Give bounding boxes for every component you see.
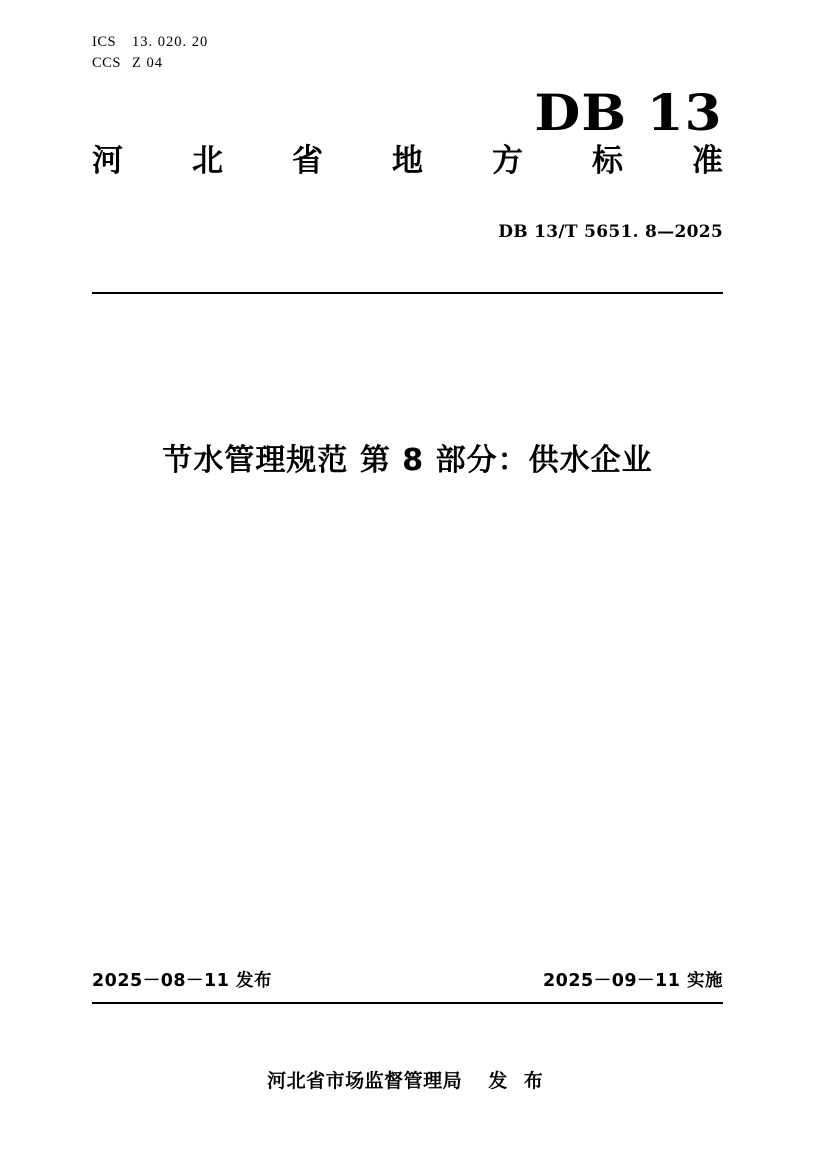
ics-value: 13. 020. 20: [132, 34, 209, 50]
series-char-0: 河: [92, 143, 123, 179]
series-char-5: 标: [592, 143, 623, 179]
issuer-row: [0, 1066, 815, 1093]
header-divider: [92, 292, 723, 294]
ccs-value: Z 04: [132, 55, 163, 72]
series-char-1: 北: [192, 143, 223, 179]
ccs-row: [92, 53, 208, 74]
footer-divider: [92, 1002, 723, 1004]
date-row: [92, 967, 723, 992]
standard-series-title: [92, 143, 723, 180]
ics-row: [92, 32, 208, 53]
standard-number: DB 13/T 5651. 8—2025: [498, 222, 723, 242]
series-char-2: 省: [292, 143, 323, 179]
series-char-3: 地: [392, 143, 423, 179]
issuer-name: 河北省市场监督管理局: [267, 1070, 463, 1092]
implement-date: 2025－09－11 实施: [542, 971, 723, 991]
page-title: 节水管理规范 第 8 部分：供水企业: [162, 443, 653, 478]
db13-mark: DB 13: [534, 83, 723, 142]
series-char-6: 准: [692, 143, 723, 179]
release-date: 2025－08－11 发布: [92, 971, 273, 991]
ics-label: ICS: [92, 34, 117, 50]
issuer-publish-label: 发 布: [488, 1070, 548, 1092]
classification-block: [92, 32, 208, 74]
ccs-label: CCS: [92, 55, 121, 72]
series-char-4: 方: [492, 143, 523, 179]
